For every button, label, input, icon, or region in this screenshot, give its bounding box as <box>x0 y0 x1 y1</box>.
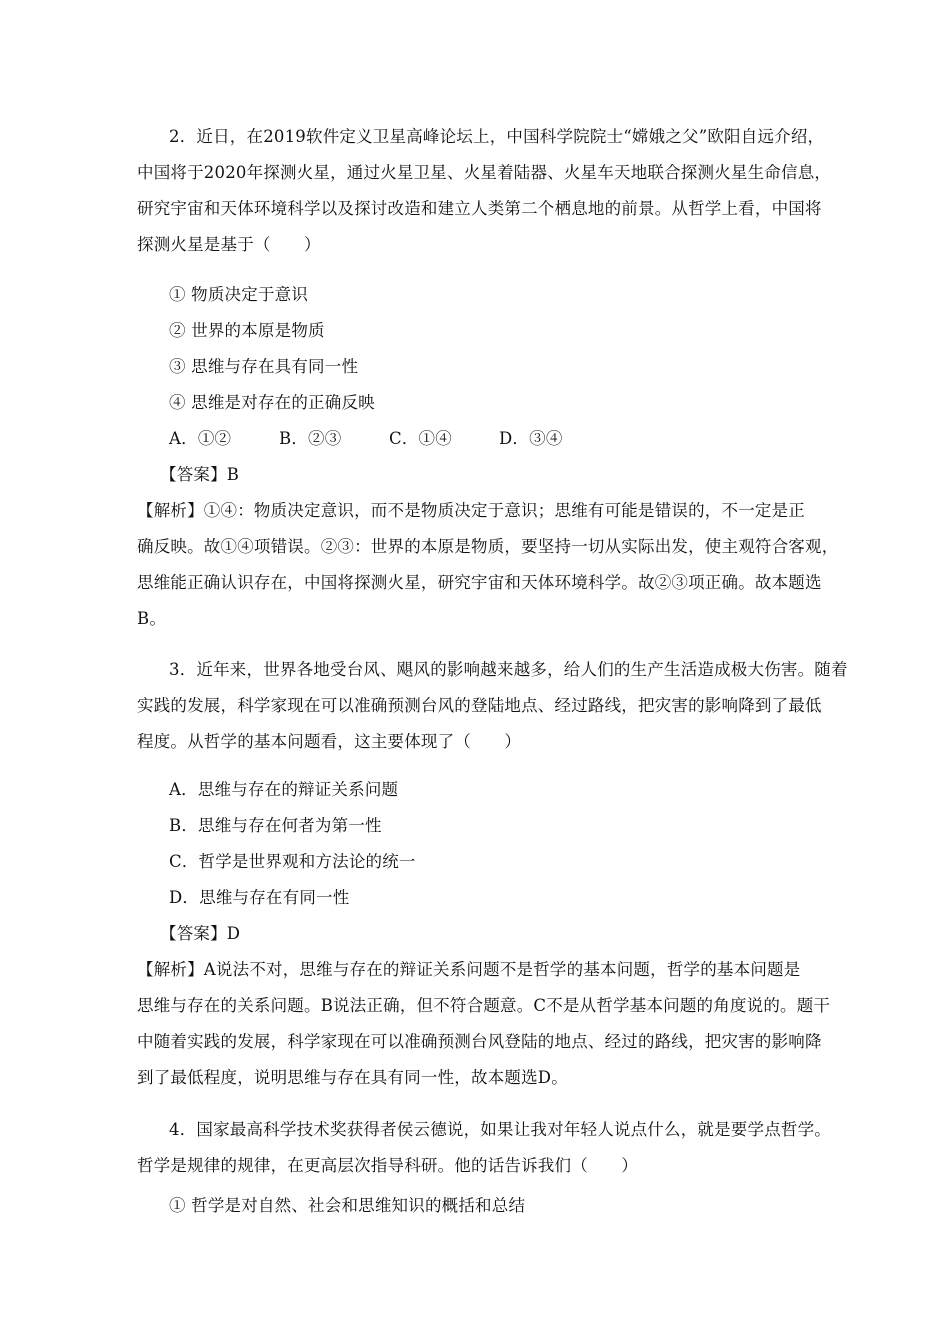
q2-option-c: C．①④ <box>389 429 452 448</box>
q3-analysis-line-4: 到了最低程度，说明思维与存在具有同一性，故本题选D。 <box>137 1068 568 1087</box>
q2-stem-line-2: 中国将于2020年探测火星，通过火星卫星、火星着陆器、火星车天地联合探测火星生命信息， <box>137 163 832 182</box>
q4-item-1: ① 哲学是对自然、社会和思维知识的概括和总结 <box>169 1196 526 1215</box>
q3-analysis-line-2: 思维与存在的关系问题。B说法正确，但不符合题意。C不是从哲学基本问题的角度说的。题干 <box>137 996 831 1015</box>
q2-analysis-line-1: 【解析】①④：物质决定意识，而不是物质决定于意识；思维有可能是错误的，不一定是正 <box>137 501 805 520</box>
q3-stem-line-3: 程度。从哲学的基本问题看，这主要体现了（ ） <box>137 732 522 751</box>
q2-item-2: ② 世界的本原是物质 <box>169 321 325 340</box>
q2-options <box>169 429 849 449</box>
q2-option-d: D．③④ <box>499 429 563 448</box>
q2-analysis-line-3: 思维能正确认识存在，中国将探测火星，研究宇宙和天体环境科学。故②③项正确。故本题选 <box>137 573 822 592</box>
q3-option-d: D．思维与存在有同一性 <box>169 888 350 907</box>
q2-item-4: ④ 思维是对存在的正确反映 <box>169 393 375 412</box>
q3-stem-line-1: 3．近年来，世界各地受台风、飓风的影响越来越多，给人们的生产生活造成极大伤害。随着 <box>169 660 848 679</box>
q2-stem-line-1: 2．近日，在2019软件定义卫星高峰论坛上，中国科学院院士“嫦娥之父”欧阳自远介绍， <box>169 127 825 146</box>
q3-option-c: C．哲学是世界观和方法论的统一 <box>169 852 416 871</box>
q3-answer: 【答案】D <box>160 924 241 943</box>
q2-stem-line-4: 探测火星是基于（ ） <box>137 235 321 254</box>
q2-item-3: ③ 思维与存在具有同一性 <box>169 357 359 376</box>
q2-item-1: ① 物质决定于意识 <box>169 285 309 304</box>
q2-analysis-line-2: 确反映。故①④项错误。②③：世界的本原是物质，要坚持一切从实际出发，使主观符合客观， <box>137 537 839 556</box>
q3-stem-line-2: 实践的发展，科学家现在可以准确预测台风的登陆地点、经过路线，把灾害的影响降到了最低 <box>137 696 822 715</box>
q3-analysis-line-1: 【解析】A说法不对，思维与存在的辩证关系问题不是哲学的基本问题，哲学的基本问题是 <box>137 960 801 979</box>
q2-answer: 【答案】B <box>160 465 240 484</box>
q3-analysis-line-3: 中随着实践的发展，科学家现在可以准确预测台风登陆的地点、经过的路线，把灾害的影响降 <box>137 1032 822 1051</box>
q4-stem-line-1: 4．国家最高科学技术奖获得者侯云德说，如果让我对年轻人说点什么，就是要学点哲学。 <box>169 1120 831 1139</box>
q2-stem-line-3: 研究宇宙和天体环境科学以及探讨改造和建立人类第二个栖息地的前景。从哲学上看，中国将 <box>137 199 822 218</box>
q4-stem-line-2: 哲学是规律的规律，在更高层次指导科研。他的话告诉我们（ ） <box>137 1156 638 1175</box>
q2-option-b: B．②③ <box>279 429 342 448</box>
q3-option-a: A．思维与存在的辩证关系问题 <box>169 780 399 799</box>
q2-option-a: A．①② <box>169 429 232 448</box>
q2-analysis-line-4: B。 <box>137 609 167 628</box>
q3-option-b: B．思维与存在何者为第一性 <box>169 816 382 835</box>
